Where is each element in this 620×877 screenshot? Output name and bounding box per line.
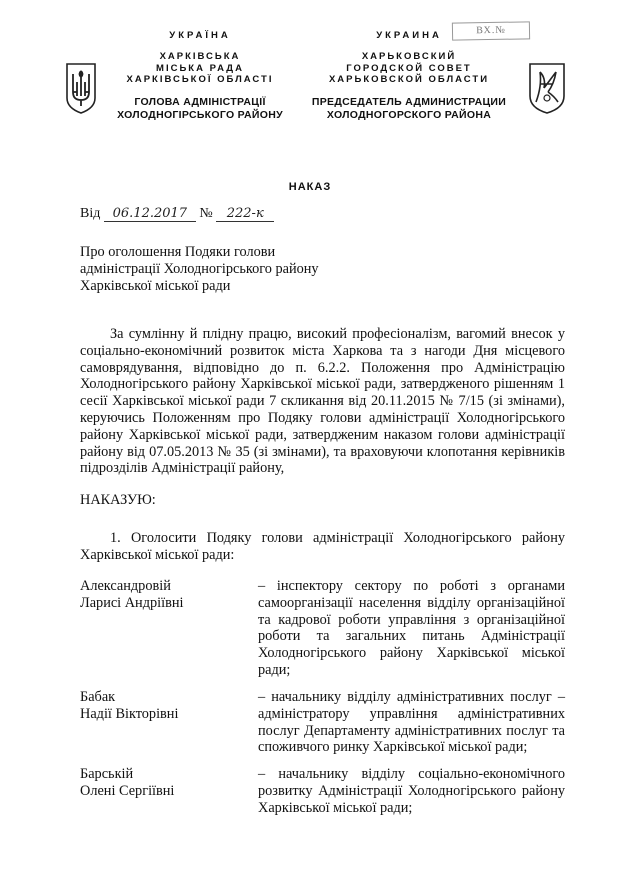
person-name: Барській Олені Сергіївні <box>80 766 175 799</box>
header-russian <box>302 30 516 122</box>
incoming-stamp: ВХ.№ <box>452 21 530 40</box>
country-name: УКРАЇНА <box>169 30 231 41</box>
date-number-line <box>80 206 274 222</box>
header-ukrainian <box>112 30 288 122</box>
person-position: – інспектору сектору по роботі з органами самоорганізації населення відділу організаційної та кадрової роботи управління з організаційної роботи та загальних питань Адміністрації Холодногірського району Харківської міської ради; <box>258 578 565 678</box>
issuer-title: ГОЛОВА АДМІНІСТРАЦІЇ ХОЛОДНОГІРСЬКОГО РАЙОНУ <box>117 95 283 121</box>
date-prefix: Від <box>80 206 101 221</box>
person-name: Бабак Надії Вікторівні <box>80 689 179 722</box>
document-title: НАКАЗ <box>288 181 332 193</box>
person-position: – начальнику відділу адміністративних послуг – адміністратору управління адміністративних послуг Департаменту адміністративних послуг та споживчого ринку Харківської міської ради; <box>258 689 565 756</box>
person-position: – начальнику відділу соціально-економічного розвитку Адміністрації Холодногірського району Харківської міської ради; <box>258 766 565 816</box>
council-name: ХАРКІВСЬКА МІСЬКА РАДА ХАРКІВСЬКОЇ ОБЛАСТІ <box>126 51 274 85</box>
order-subject: Про оголошення Подяки голови адміністрації Холодногірського району Харківської міської ради <box>80 244 319 294</box>
country-name: УКРАИНА <box>376 30 442 41</box>
number-prefix: № <box>199 206 213 221</box>
issuer-title: ПРЕДСЕДАТЕЛЬ АДМИНИСТРАЦИИ ХОЛОДНОГОРСКОГО РАЙОНА <box>311 95 507 121</box>
kharkiv-coat-of-arms-icon <box>528 62 566 114</box>
council-name: ХАРЬКОВСКИЙ ГОРОДСКОЙ СОВЕТ ХАРЬКОВСКОЙ ОБЛАСТИ <box>328 51 490 85</box>
handwritten-number: 222-к <box>216 206 274 222</box>
order-word: НАКАЗУЮ: <box>80 492 156 508</box>
preamble-paragraph: За сумлінну й плідну працю, високий професіоналізм, вагомий внесок у соціально-економічний розвиток міста Харкова та з нагоди Дня місцевого самоврядування, відповідно до п. 6.2.2. Положення про Адміністрацію Холодногірського району Харківської міської ради, затвердженого рішенням 1 сесії Харківської міської ради 7 скликання від 20.11.2015 № 7/15 (зі змінами), керуючись Положенням про Подяку голови адміністрації Холодногірського району Харківської міської ради, затвердженим наказом голови адміністрації району від 07.05.2013 № 35 (зі змінами), та враховуючи клопотання керівників підрозділів Адміністрації району, <box>80 326 565 477</box>
person-name: Александровій Ларисі Андріївні <box>80 578 184 611</box>
trident-emblem-icon <box>65 62 97 114</box>
clause-1: 1. Оголосити Подяку голови адміністрації Холодногірського району Харківської міської ради: <box>80 530 565 563</box>
handwritten-date: 06.12.2017 <box>104 206 196 222</box>
